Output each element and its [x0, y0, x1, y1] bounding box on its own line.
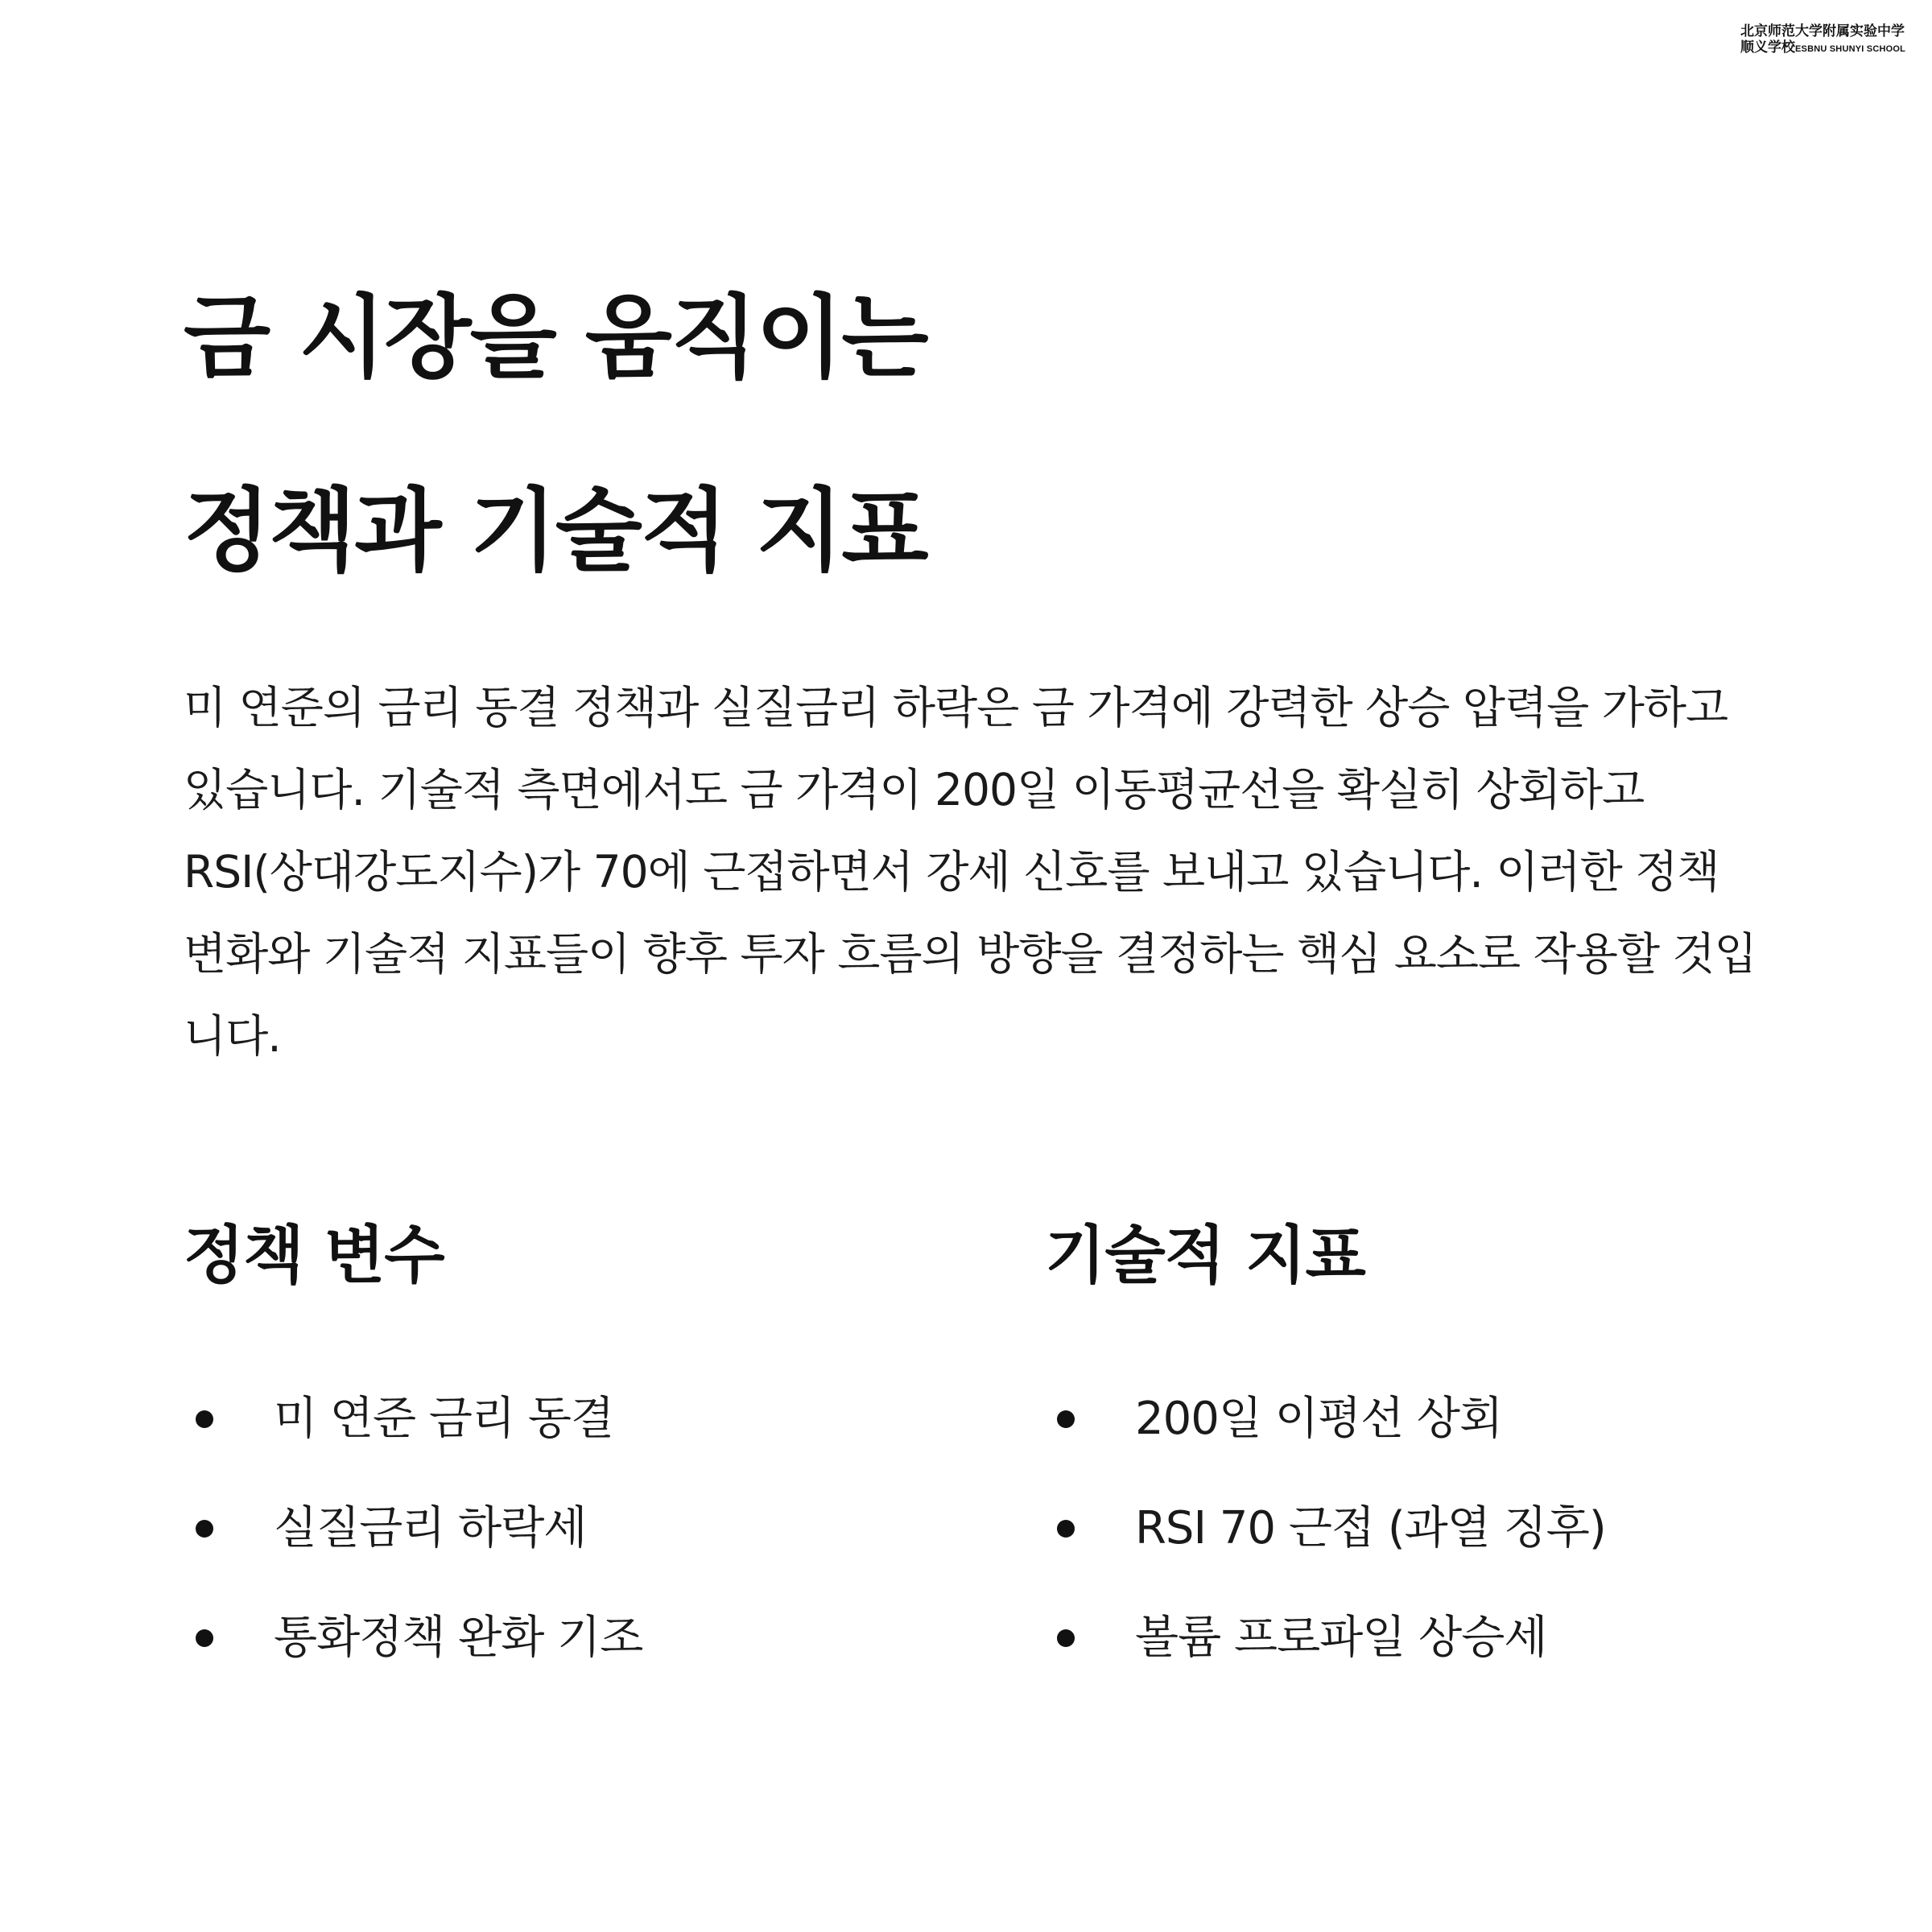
bullet-icon [196, 1629, 213, 1647]
page-title-line-2: 정책과 기술적 지표 [184, 479, 927, 584]
list-item [184, 1583, 908, 1693]
bullet-icon [1057, 1629, 1075, 1647]
page-title-line-1: 금 시장을 움직이는 [184, 286, 927, 390]
policy-list [184, 1364, 908, 1693]
bullet-icon [1057, 1410, 1075, 1428]
list-item-text: 실질금리 하락세 [274, 1502, 587, 1554]
page-title [184, 242, 927, 628]
list-item-text: RSI 70 근접 (과열 징후) [1135, 1502, 1606, 1554]
list-item [184, 1364, 908, 1474]
list-item-text: 볼륨 프로파일 상승세 [1135, 1612, 1547, 1664]
logo-english-name: ESBNU SHUNYI SCHOOL [1795, 43, 1906, 54]
list-item [1045, 1474, 1769, 1583]
bullet-icon [196, 1520, 213, 1538]
school-logo [1740, 24, 1918, 56]
list-item-text: 미 연준 금리 동결 [274, 1393, 614, 1445]
logo-chinese-subname: 顺义学校 [1740, 39, 1795, 56]
technical-heading: 기술적 지표 [1045, 1220, 1365, 1292]
list-item-text: 통화정책 완화 기조 [274, 1612, 643, 1664]
list-item [184, 1474, 908, 1583]
list-item [1045, 1364, 1769, 1474]
technical-column [1045, 1212, 1769, 1664]
bullet-icon [196, 1410, 213, 1428]
policy-heading: 정책 변수 [184, 1220, 444, 1292]
list-item [1045, 1583, 1769, 1693]
logo-chinese-name: 北京师范大学附属实验中学 [1740, 23, 1905, 39]
list-item-text: 200일 이평선 상회 [1135, 1393, 1503, 1445]
intro-paragraph: 미 연준의 금리 동결 정책과 실질금리 하락은 금 가격에 강력한 상승 압력을 가하고 있습니다. 기술적 측면에서도 금 가격이 200일 이동평균선을 확실히 상회하고 RSI(상대강도지수)가 70에 근접하면서 강세 신호를 보내고 있습니다. 이러한 정책 변화와 기술적 지표들이 향후 투자 흐름의 방향을 결정하는 핵심 요소로 작용할 것입니다. [184, 682, 1757, 1062]
policy-column [184, 1212, 908, 1664]
bullet-icon [1057, 1520, 1075, 1538]
logo-subline [1740, 40, 1918, 56]
technical-list [1045, 1364, 1769, 1693]
